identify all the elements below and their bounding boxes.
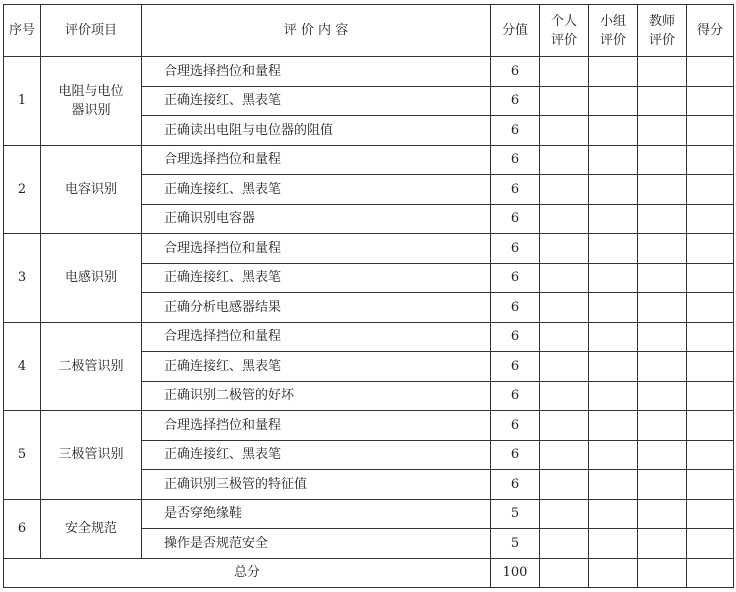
score-cell[interactable]: [687, 116, 734, 146]
group-eval-cell[interactable]: [589, 529, 638, 559]
row-index: 6: [4, 499, 41, 558]
row-index: 1: [4, 57, 41, 146]
teacher-eval-cell[interactable]: [638, 263, 687, 293]
table-row: [4, 499, 734, 529]
teacher-eval-cell[interactable]: [638, 411, 687, 441]
self-eval-cell[interactable]: [540, 499, 589, 529]
header-item: 评价项目: [41, 5, 142, 57]
row-content: 正确识别电容器: [142, 204, 491, 234]
self-eval-cell[interactable]: [540, 145, 589, 175]
total-row: [4, 558, 734, 588]
teacher-eval-cell[interactable]: [638, 86, 687, 116]
teacher-eval-cell[interactable]: [638, 440, 687, 470]
self-eval-cell[interactable]: [540, 204, 589, 234]
table-header: [4, 5, 734, 57]
total-label: 总分: [4, 558, 491, 588]
self-eval-cell[interactable]: [540, 175, 589, 205]
header-self-eval: [540, 5, 589, 57]
row-content: 是否穿绝缘鞋: [142, 499, 491, 529]
evaluation-table: [3, 4, 734, 588]
row-item-line1: 电感识别: [64, 270, 117, 286]
row-score: 6: [491, 470, 540, 500]
row-item: [41, 322, 142, 411]
row-content: 正确读出电阻与电位器的阻值: [142, 116, 491, 146]
self-eval-cell[interactable]: [540, 263, 589, 293]
row-index: 5: [4, 411, 41, 500]
group-eval-cell[interactable]: [589, 86, 638, 116]
score-cell[interactable]: [687, 470, 734, 500]
teacher-eval-cell[interactable]: [638, 381, 687, 411]
row-content: 正确连接红、黑表笔: [142, 352, 491, 382]
teacher-eval-cell[interactable]: [638, 499, 687, 529]
self-eval-cell[interactable]: [540, 293, 589, 323]
header-score: 分值: [491, 5, 540, 57]
table-row: [4, 322, 734, 352]
table-row: [4, 234, 734, 264]
row-score: 6: [491, 234, 540, 264]
teacher-eval-cell[interactable]: [638, 234, 687, 264]
self-eval-cell[interactable]: [540, 440, 589, 470]
score-cell[interactable]: [687, 263, 734, 293]
row-score: 6: [491, 57, 540, 87]
table-row: [4, 145, 734, 175]
table-row: [4, 411, 734, 441]
teacher-eval-cell[interactable]: [638, 293, 687, 323]
score-cell[interactable]: [687, 381, 734, 411]
teacher-eval-cell[interactable]: [638, 145, 687, 175]
score-cell[interactable]: [687, 529, 734, 559]
row-item: [41, 234, 142, 323]
score-cell[interactable]: [687, 352, 734, 382]
row-score: 5: [491, 499, 540, 529]
score-cell[interactable]: [687, 234, 734, 264]
score-cell[interactable]: [687, 204, 734, 234]
row-score: 6: [491, 352, 540, 382]
group-eval-cell[interactable]: [589, 381, 638, 411]
header-group-eval-line2: 评价: [599, 32, 626, 48]
self-eval-cell[interactable]: [540, 322, 589, 352]
header-index: 序号: [4, 5, 41, 57]
score-cell[interactable]: [687, 322, 734, 352]
score-cell[interactable]: [687, 440, 734, 470]
row-content: 正确识别二极管的好坏: [142, 381, 491, 411]
row-content: 合理选择挡位和量程: [142, 57, 491, 87]
group-eval-cell[interactable]: [589, 204, 638, 234]
row-item-line1: 三极管识别: [58, 447, 124, 463]
group-eval-cell[interactable]: [589, 440, 638, 470]
teacher-eval-cell[interactable]: [638, 204, 687, 234]
row-item: [41, 499, 142, 558]
teacher-eval-cell[interactable]: [638, 116, 687, 146]
row-content: 合理选择挡位和量程: [142, 411, 491, 441]
table-body: [4, 57, 734, 559]
score-cell[interactable]: [687, 293, 734, 323]
table-footer: [4, 558, 734, 588]
score-cell[interactable]: [687, 145, 734, 175]
row-score: 6: [491, 175, 540, 205]
group-eval-cell[interactable]: [589, 352, 638, 382]
group-eval-cell[interactable]: [589, 263, 638, 293]
header-total: 得分: [687, 5, 734, 57]
group-eval-cell[interactable]: [589, 322, 638, 352]
row-score: 6: [491, 263, 540, 293]
row-score: 5: [491, 529, 540, 559]
row-item-line2: 器识别: [71, 102, 111, 118]
row-item-line1: 安全规范: [64, 521, 117, 536]
teacher-eval-cell[interactable]: [638, 322, 687, 352]
row-content: 操作是否规范安全: [142, 529, 491, 559]
self-eval-cell[interactable]: [540, 86, 589, 116]
total-teacher-eval-cell[interactable]: [638, 558, 687, 588]
row-item: [41, 57, 142, 146]
row-item-line1: 电阻与电位: [58, 83, 124, 99]
teacher-eval-cell[interactable]: [638, 175, 687, 205]
group-eval-cell[interactable]: [589, 145, 638, 175]
group-eval-cell[interactable]: [589, 57, 638, 87]
row-score: 6: [491, 86, 540, 116]
row-content: 合理选择挡位和量程: [142, 145, 491, 175]
row-score: 6: [491, 204, 540, 234]
score-cell[interactable]: [687, 411, 734, 441]
teacher-eval-cell[interactable]: [638, 529, 687, 559]
score-cell[interactable]: [687, 57, 734, 87]
total-score-cell[interactable]: [687, 558, 734, 588]
row-index: 2: [4, 145, 41, 234]
group-eval-cell[interactable]: [589, 470, 638, 500]
teacher-eval-cell[interactable]: [638, 57, 687, 87]
self-eval-cell[interactable]: [540, 234, 589, 264]
score-cell[interactable]: [687, 175, 734, 205]
row-item-line1: 电容识别: [64, 181, 117, 197]
table-row: [4, 57, 734, 87]
row-score: 6: [491, 322, 540, 352]
row-content: 正确连接红、黑表笔: [142, 86, 491, 116]
row-content: 正确连接红、黑表笔: [142, 175, 491, 205]
header-teacher-eval-line1: 教师: [648, 13, 675, 29]
self-eval-cell[interactable]: [540, 116, 589, 146]
row-item: [41, 145, 142, 234]
total-self-eval-cell[interactable]: [540, 558, 589, 588]
row-item-line1: 二极管识别: [58, 358, 124, 374]
group-eval-cell[interactable]: [589, 175, 638, 205]
header-self-eval-line2: 评价: [550, 32, 577, 48]
self-eval-cell[interactable]: [540, 411, 589, 441]
total-score: 100: [491, 558, 540, 588]
row-content: 正确分析电感器结果: [142, 293, 491, 323]
self-eval-cell[interactable]: [540, 352, 589, 382]
score-cell[interactable]: [687, 499, 734, 529]
row-index: 4: [4, 322, 41, 411]
group-eval-cell[interactable]: [589, 499, 638, 529]
self-eval-cell[interactable]: [540, 57, 589, 87]
row-content: 合理选择挡位和量程: [142, 234, 491, 264]
row-content: 正确连接红、黑表笔: [142, 440, 491, 470]
total-group-eval-cell[interactable]: [589, 558, 638, 588]
teacher-eval-cell[interactable]: [638, 470, 687, 500]
teacher-eval-cell[interactable]: [638, 352, 687, 382]
row-index: 3: [4, 234, 41, 323]
group-eval-cell[interactable]: [589, 234, 638, 264]
row-score: 6: [491, 381, 540, 411]
header-teacher-eval: [638, 5, 687, 57]
header-group-eval: [589, 5, 638, 57]
group-eval-cell[interactable]: [589, 411, 638, 441]
row-content: 合理选择挡位和量程: [142, 322, 491, 352]
score-cell[interactable]: [687, 86, 734, 116]
row-score: 6: [491, 411, 540, 441]
self-eval-cell[interactable]: [540, 470, 589, 500]
header-content: 评 价 内 容: [142, 5, 491, 57]
row-content: 正确连接红、黑表笔: [142, 263, 491, 293]
self-eval-cell[interactable]: [540, 381, 589, 411]
row-score: 6: [491, 145, 540, 175]
header-group-eval-line1: 小组: [599, 13, 626, 29]
header-teacher-eval-line2: 评价: [648, 32, 675, 48]
header-self-eval-line1: 个人: [550, 13, 577, 29]
row-content: 正确识别三极管的特征值: [142, 470, 491, 500]
row-item: [41, 411, 142, 500]
group-eval-cell[interactable]: [589, 293, 638, 323]
row-score: 6: [491, 440, 540, 470]
row-score: 6: [491, 116, 540, 146]
self-eval-cell[interactable]: [540, 529, 589, 559]
group-eval-cell[interactable]: [589, 116, 638, 146]
row-score: 6: [491, 293, 540, 323]
header-row: [4, 5, 734, 57]
